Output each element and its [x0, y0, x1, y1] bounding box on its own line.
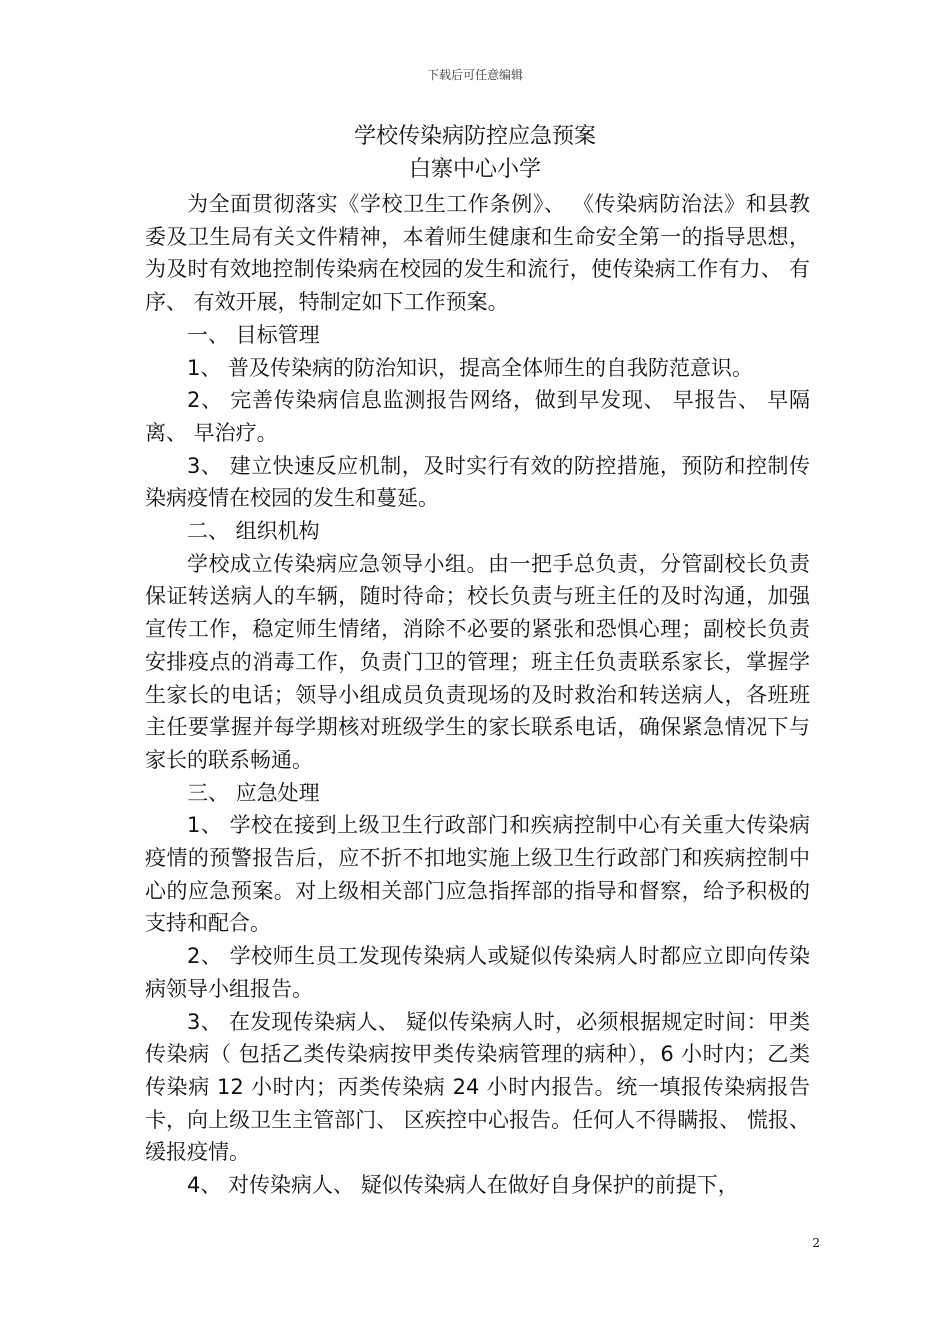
document-body — [145, 188, 810, 1202]
paragraph-goal-3: 3、 建立快速反应机制，及时实行有效的防控措施，预防和控制传染病疫情在校园的发生和蔓延。 — [145, 453, 810, 511]
paragraph-emergency-1: 1、 学校在接到上级卫生行政部门和疾病控制中心有关重大传染病疫情的预警报告后，应不折不扣地实施上级卫生行政部门和疾病控制中心的应急预案。对上级相关部门应急指挥部的指导和督察，给予积极的支持和配合。 — [145, 813, 810, 936]
document-title: 学校传染病防控应急预案 — [353, 124, 596, 149]
paragraph-emergency-2: 2、 学校师生员工发现传染病人或疑似传染病人时都应立即向传染病领导小组报告。 — [145, 944, 810, 1001]
paragraph-intro: 为全面贯彻落实《学校卫生工作条例》、 《传染病防治法》和县教委及卫生局有关文件精神，本着师生健康和生命安全第一的指导思想，为及时有效地控制传染病在校园的发生和流行，使传染病工作有力、 有序、 有效开展，特制定如下工作预案。 — [145, 192, 810, 315]
paragraph-emergency-3: 3、 在发现传染病人、 疑似传染病人时，必须根据规定时间：甲类传染病（ 包括乙类传染病按甲类传染病管理的病种），6 小时内；乙类传染病 12 小时内；丙类传染病 24 小时内报告。统一填报传染病报告卡，向上级卫生主管部门、 区疾控中心报告。任何人不得瞒报、 慌报、 缓报疫情。 — [145, 1009, 810, 1165]
document-subtitle: 白寨中心小学 — [408, 157, 541, 182]
paragraph-goal-1: 1、 普及传染病的防治知识，提高全体师生的自我防范意识。 — [187, 355, 754, 380]
section-heading-organization: 二、 组织机构 — [187, 519, 320, 544]
page-number: 2 — [812, 1236, 820, 1250]
header-note: 下载后可任意编辑 — [426, 68, 523, 82]
paragraph-organization: 学校成立传染病应急领导小组。由一把手总负责，分管副校长负责保证转送病人的车辆，随时待命；校长负责与班主任的及时沟通，加强宣传工作，稳定师生情绪，消除不必要的紧张和恐惧心理；副校长负责安排疫点的消毒工作，负责门卫的管理；班主任负责联系家长，掌握学生家长的电话；领导小组成员负责现场的及时救治和转送病人，各班班主任要掌握并每学期核对班级学生的家长联系电话，确保紧急情况下与家长的联系畅通。 — [145, 551, 810, 772]
section-heading-goals: 一、 目标管理 — [187, 322, 320, 347]
paragraph-goal-2: 2、 完善传染病信息监测报告网络，做到早发现、 早报告、 早隔离、 早治疗。 — [145, 388, 810, 445]
paragraph-emergency-4: 4、 对传染病人、 疑似传染病人在做好自身保护的前提下， — [187, 1173, 739, 1198]
section-heading-emergency: 三、 应急处理 — [187, 780, 320, 805]
